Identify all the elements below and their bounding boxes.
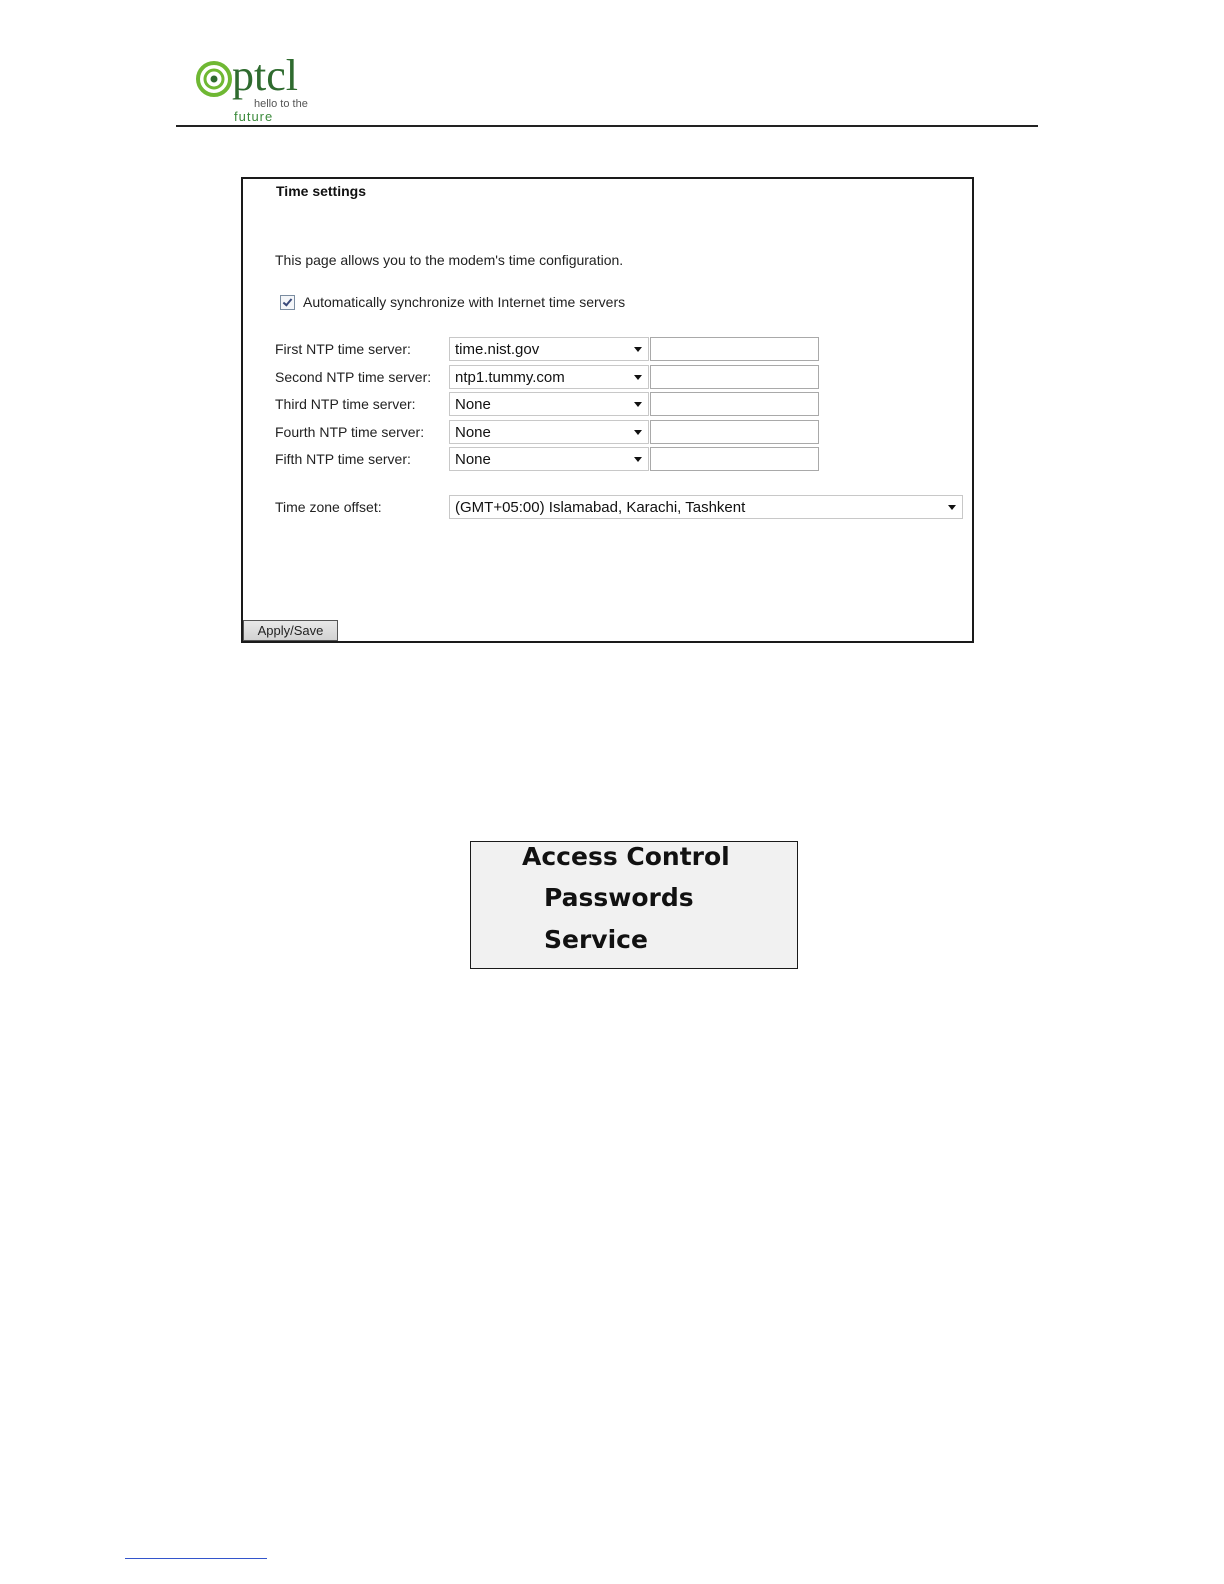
- ntp-server-custom-input-2[interactable]: [650, 365, 819, 389]
- chevron-down-icon: [634, 430, 642, 435]
- ntp-server-select-2[interactable]: [449, 365, 649, 389]
- ntp-server-custom-input-4[interactable]: [650, 420, 819, 444]
- logo-tagline-2: future: [234, 109, 274, 124]
- page-description: This page allows you to the modem's time configuration.: [275, 252, 624, 268]
- chevron-down-icon: [634, 457, 642, 462]
- select-value: ntp1.tummy.com: [455, 369, 565, 386]
- ntp-server-custom-input-3[interactable]: [650, 392, 819, 416]
- apply-save-button[interactable]: Apply/Save: [243, 620, 338, 641]
- footnote-separator: [125, 1558, 267, 1559]
- auto-sync-label: Automatically synchronize with Internet time servers: [303, 294, 626, 310]
- access-control-menu: [470, 841, 798, 969]
- timezone-label: Time zone offset:: [275, 499, 382, 515]
- chevron-down-icon: [634, 347, 642, 352]
- ntp-server-select-1[interactable]: [449, 337, 649, 361]
- select-value: time.nist.gov: [455, 341, 540, 358]
- ntp-server-select-5[interactable]: [449, 447, 649, 471]
- select-value: None: [455, 424, 491, 441]
- select-value: None: [455, 451, 491, 468]
- logo-tagline-1: hello to the: [254, 98, 308, 110]
- menu-item-access-control[interactable]: Access Control: [522, 842, 730, 871]
- ntp-server-select-3[interactable]: [449, 392, 649, 416]
- page-title: Time settings: [276, 183, 366, 199]
- ntp-label: Fifth NTP time server:: [275, 451, 411, 467]
- time-settings-panel: [241, 177, 974, 643]
- ntp-server-custom-input-5[interactable]: [650, 447, 819, 471]
- ntp-server-custom-input-1[interactable]: [650, 337, 819, 361]
- auto-sync-row: [280, 294, 625, 310]
- menu-item-passwords[interactable]: Passwords: [544, 883, 694, 912]
- chevron-down-icon: [634, 375, 642, 380]
- ntp-label: Second NTP time server:: [275, 369, 432, 385]
- ntp-label: First NTP time server:: [275, 341, 411, 357]
- chevron-down-icon: [948, 505, 956, 510]
- ntp-label: Third NTP time server:: [275, 396, 416, 412]
- timezone-select[interactable]: [449, 495, 963, 519]
- ntp-server-select-4[interactable]: [449, 420, 649, 444]
- header-divider: [176, 125, 1038, 127]
- ptcl-logo: [194, 50, 334, 124]
- select-value: None: [455, 396, 491, 413]
- chevron-down-icon: [634, 402, 642, 407]
- logo-wordmark: ptcl: [232, 51, 298, 100]
- select-value: (GMT+05:00) Islamabad, Karachi, Tashkent: [455, 499, 746, 516]
- ntp-label: Fourth NTP time server:: [275, 424, 425, 440]
- menu-item-service[interactable]: Service: [544, 925, 648, 954]
- auto-sync-checkbox[interactable]: [280, 295, 295, 310]
